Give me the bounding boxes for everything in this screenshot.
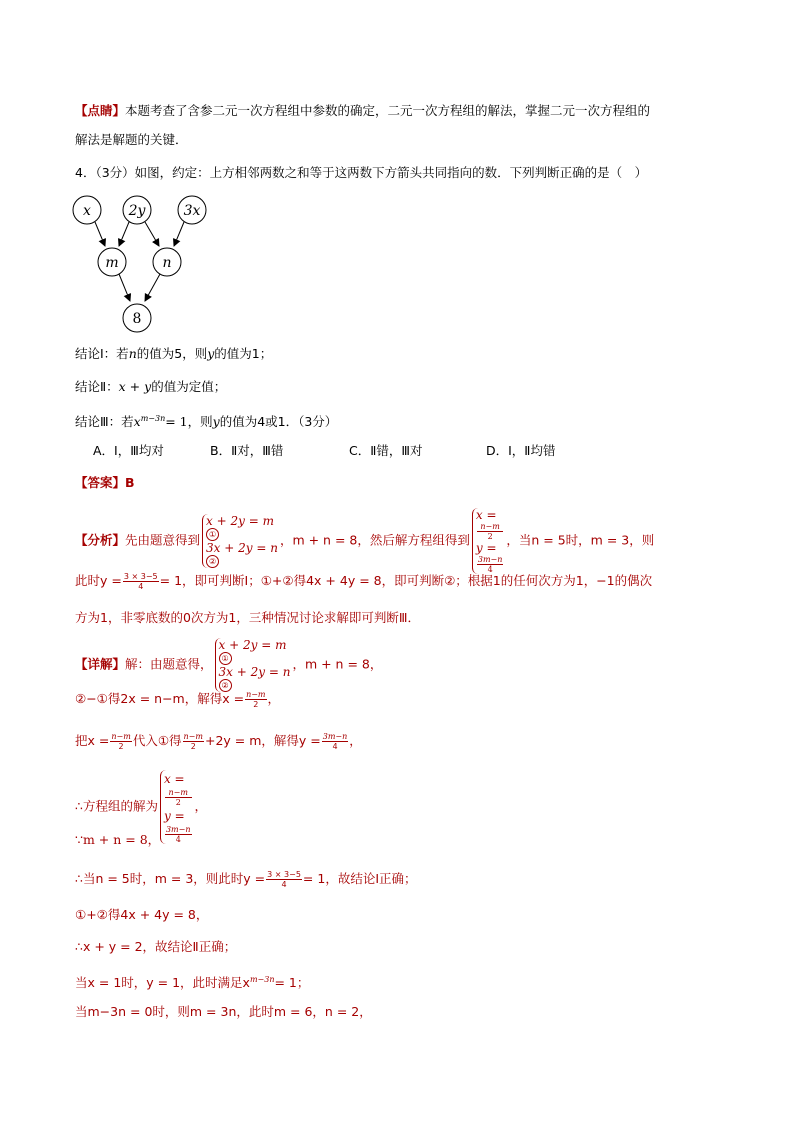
step3-sol-x: x = xyxy=(163,772,185,786)
detail-tag: 【详解】 xyxy=(75,656,126,672)
step8-exponent: m−3n xyxy=(249,975,275,984)
detail-circle-1: ① xyxy=(219,652,232,665)
step2-text-b: 代入①得 xyxy=(132,733,182,748)
option-b[interactable] xyxy=(210,442,283,460)
step2-frac1-den: 2 xyxy=(118,742,124,751)
detail-line-10 xyxy=(75,1003,372,1021)
node-n: n xyxy=(162,255,172,271)
answer-value: B xyxy=(125,475,135,490)
analysis-tag: 【分析】 xyxy=(75,532,126,548)
eq1: x + 2y = m xyxy=(206,514,274,528)
step2-frac3-den: 4 xyxy=(332,742,338,751)
arrow-2y-n xyxy=(145,222,159,246)
detail-text-a: 解：由题意得， xyxy=(125,656,213,672)
conclusion-1 xyxy=(75,345,272,363)
option-b-label: B．Ⅱ对，Ⅲ错 xyxy=(210,443,284,458)
option-a-label: A．Ⅰ，Ⅲ均对 xyxy=(93,443,164,458)
step7-text: ∴x + y = 2，故结论Ⅱ正确； xyxy=(75,939,237,954)
c3-var-y: y xyxy=(212,414,220,430)
detail-line-1 xyxy=(75,638,382,692)
detail-line-6 xyxy=(75,870,417,889)
eq2: 3x + 2y = n xyxy=(206,541,278,555)
detail-eq1: x + 2y = m xyxy=(218,638,287,652)
arrow-3x-n xyxy=(174,222,184,246)
conclusion-2 xyxy=(75,378,226,396)
step3-sol-y: y = xyxy=(163,809,185,823)
step9-text: 当m−3n = 0时，则m = 3n，此时m = 6，n = 2， xyxy=(75,1004,372,1019)
solution-system xyxy=(472,508,505,574)
analysis-text-g: 方为1，非零底数的0次方为1，三种情况讨论求解即可判断Ⅲ． xyxy=(75,610,420,625)
arrow-x-m xyxy=(95,222,105,246)
step1-frac-den: 2 xyxy=(253,700,259,709)
circle-2: ② xyxy=(206,555,219,568)
step5-text-a: ∴当n = 5时，m = 3，则此时y = xyxy=(75,871,266,886)
detail-line-5 xyxy=(75,831,160,849)
step5-frac-den: 4 xyxy=(281,880,287,889)
number-diagram xyxy=(68,194,218,334)
sol-y-label: y = xyxy=(475,541,497,555)
step3-text-b: ， xyxy=(194,798,208,814)
answer-line xyxy=(75,474,135,492)
step2-text-d: ， xyxy=(349,733,362,748)
step2-frac2-den: 2 xyxy=(190,742,196,751)
step1-frac-num: n−m xyxy=(246,690,266,699)
frac-calc-den: 4 xyxy=(138,582,144,591)
analysis-line-1 xyxy=(75,508,654,574)
question-header xyxy=(75,164,647,182)
node-x: x xyxy=(83,203,91,219)
step2-frac3-num: 3m−n xyxy=(322,732,348,741)
analysis-line-3 xyxy=(75,609,420,627)
analysis-text-a: 先由题意得到 xyxy=(125,532,201,548)
dianjing-text-2: 解法是解题的关键． xyxy=(75,132,188,147)
c2-math: x + y xyxy=(118,379,152,394)
c1-var-y: y xyxy=(207,346,215,361)
node-8: 8 xyxy=(132,311,142,327)
c1-text-a: 结论Ⅰ：若 xyxy=(75,346,129,361)
c3-exponent: m−3n xyxy=(140,414,166,423)
dianjing-text-1: 本题考查了含参二元一次方程组中参数的确定，二元一次方程组的解法，掌握二元一次方程组的 xyxy=(125,103,651,118)
sol-x-label: x = xyxy=(475,508,497,522)
c3-var-x: x xyxy=(133,414,141,430)
analysis-line-2 xyxy=(75,572,652,591)
c1-text-b: 的值为5，则 xyxy=(136,346,208,361)
arrow-m-8 xyxy=(119,274,130,301)
node-2y: 2y xyxy=(128,203,146,219)
option-d-label: D．Ⅰ，Ⅱ均错 xyxy=(486,443,556,458)
step2-text-c: +2y = m，解得y = xyxy=(204,733,321,748)
frac-x-num: n−m xyxy=(477,522,504,532)
circle-1: ① xyxy=(206,528,219,541)
c1-text-c: 的值为1； xyxy=(214,346,273,361)
detail-solution-system xyxy=(160,770,193,844)
detail-line-2 xyxy=(75,690,280,709)
step2-frac2-num: n−m xyxy=(183,732,203,741)
option-a[interactable] xyxy=(93,442,164,460)
option-d[interactable] xyxy=(486,442,555,460)
node-m: m xyxy=(105,255,119,271)
step4-text: ∵m + n = 8， xyxy=(75,832,161,847)
step5-text-b: = 1，故结论Ⅰ正确； xyxy=(302,871,417,886)
analysis-text-b: ，m + n = 8，然后解方程组得到 xyxy=(279,532,470,548)
dianjing-line-1 xyxy=(75,102,650,120)
step3-text-a: ∴方程组的解为 xyxy=(75,798,158,814)
c3-text-c: 的值为4或1．（3分） xyxy=(219,414,338,430)
c3-eq: = 1 xyxy=(165,414,188,430)
detail-eq2: 3x + 2y = n xyxy=(218,665,291,679)
frac-x-den: 2 xyxy=(487,532,493,541)
c1-var-n: n xyxy=(128,346,137,361)
option-c[interactable] xyxy=(349,442,423,460)
step8-text-b: = 1； xyxy=(274,975,310,991)
detail-text-b: ，m + n = 8， xyxy=(292,656,383,672)
step3-frac-x-num: n−m xyxy=(165,788,192,798)
step3-frac-x-den: 2 xyxy=(175,798,181,807)
detail-line-9 xyxy=(75,971,309,992)
c2-text-b: 的值为定值； xyxy=(151,379,227,394)
detail-line-3 xyxy=(75,732,362,751)
step2-frac1-num: n−m xyxy=(111,732,131,741)
c3-text-b: ，则 xyxy=(187,414,213,430)
step8-text-a: 当x = 1时，y = 1，此时满足x xyxy=(75,975,250,991)
answer-tag: 【答案】 xyxy=(75,475,126,490)
step6-text: ①+②得4x + 4y = 8， xyxy=(75,907,209,922)
detail-equation-system xyxy=(215,638,291,692)
analysis-text-c: ，当n = 5时，m = 3，则 xyxy=(506,532,655,548)
step3-frac-y-num: 3m−n xyxy=(165,825,191,834)
option-c-label: C．Ⅱ错，Ⅲ对 xyxy=(349,443,423,458)
step5-frac-num: 3 × 3−5 xyxy=(267,870,301,879)
detail-line-7 xyxy=(75,906,208,924)
frac-y-den: 4 xyxy=(487,565,493,574)
arrow-n-8 xyxy=(145,274,160,301)
step1-text-b: ， xyxy=(267,691,281,706)
arrow-2y-m xyxy=(119,222,129,246)
detail-line-8 xyxy=(75,938,236,956)
dianjing-tag: 【点睛】 xyxy=(75,103,126,118)
question-text: 4．（3分）如图，约定：上方相邻两数之和等于这两数下方箭头共同指向的数．下列判断正确的是（ ） xyxy=(75,165,648,180)
analysis-text-d: 此时y = xyxy=(75,573,122,588)
c3-text-a: 结论Ⅲ：若 xyxy=(75,414,134,430)
analysis-text-f: ①+②得4x + 4y = 8，即可判断②；根据1的任何次方为1，−1的偶次 xyxy=(260,573,653,588)
frac-y-num: 3m−n xyxy=(477,555,503,564)
c2-text-a: 结论Ⅱ： xyxy=(75,379,119,394)
detail-circle-2: ② xyxy=(219,679,232,692)
node-3x: 3x xyxy=(183,203,201,219)
step2-text-a: 把x = xyxy=(75,733,110,748)
step1-text-a: ②−①得2x = n−m，解得x = xyxy=(75,691,245,706)
frac-calc-num: 3 × 3−5 xyxy=(123,572,158,581)
dianjing-line-2 xyxy=(75,131,188,149)
equation-system xyxy=(202,514,278,568)
analysis-text-e: = 1，即可判断Ⅰ； xyxy=(159,573,261,588)
step3-frac-y-den: 4 xyxy=(175,835,181,844)
conclusion-3 xyxy=(75,410,337,431)
